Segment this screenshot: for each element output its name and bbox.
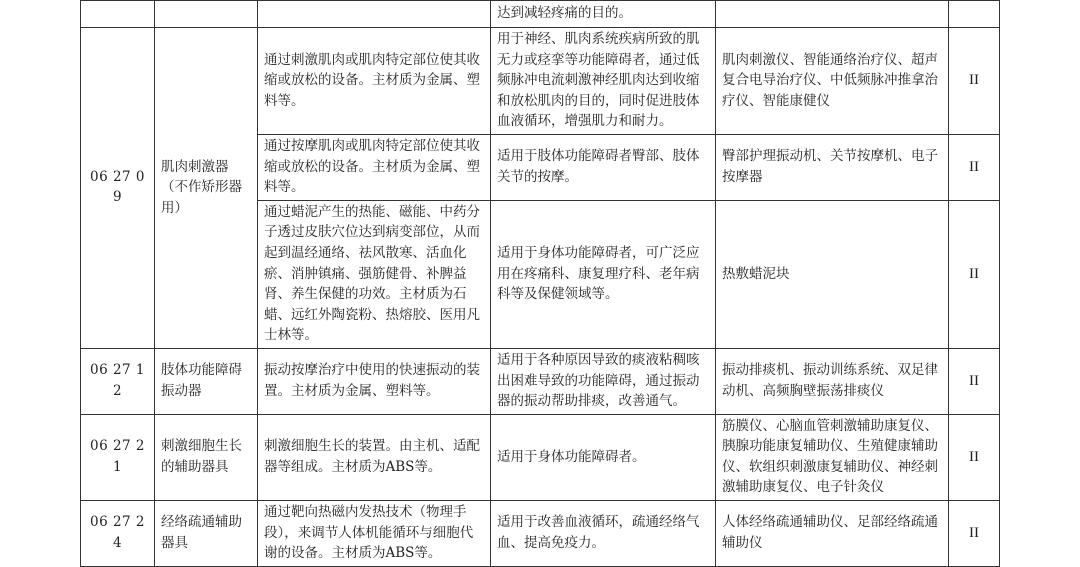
- table-row: [81, 414, 1000, 500]
- description-cell: 振动按摩治疗中使用的快速振动的装置。主材质为金属、塑料等。: [258, 348, 491, 414]
- class-cell: II: [949, 414, 1000, 500]
- name-cell: 经络疏通辅助器具: [155, 501, 258, 567]
- class-cell: II: [949, 200, 1000, 348]
- description-cell: 通过靶向热磁内发热技术（物理手段），来调节人体机能循环与细胞代谢的设备。主材质为ABS等。: [258, 501, 491, 567]
- name-cell: 刺激细胞生长的辅助器具: [155, 414, 258, 500]
- usage-cell: 适用于身体功能障碍者。: [491, 414, 716, 500]
- description-cell: [258, 1, 491, 28]
- usage-cell: 适用于各种原因导致的痰液粘稠咳出困难导致的功能障碍，通过振动器的振动帮助排痰，改善通气。: [491, 348, 716, 414]
- examples-cell: [716, 1, 949, 28]
- examples-cell: 振动排痰机、振动训练系统、双足律动机、高频胸壁振荡排痰仪: [716, 348, 949, 414]
- description-cell: 通过蜡泥产生的热能、磁能、中药分子透过皮肤穴位达到病变部位，从而起到温经通络、祛风散寒、活血化瘀、消肿镇痛、强筋健骨、补脾益肾、养生保健的功效。主材质为石蜡、远红外陶瓷粉、热熔胶、医用凡士林等。: [258, 200, 491, 348]
- class-cell: II: [949, 134, 1000, 200]
- code-cell: 06 27 12: [81, 348, 155, 414]
- table-row: [81, 28, 1000, 135]
- description-cell: 通过刺激肌肉或肌肉特定部位使其收缩或放松的设备。主材质为金属、塑料等。: [258, 28, 491, 135]
- usage-cell: 用于神经、肌肉系统疾病所致的肌无力或痉挛等功能障碍者，通过低频脉冲电流刺激神经肌肉达到收缩和放松肌肉的目的，同时促进肢体血液循环，增强肌力和耐力。: [491, 28, 716, 135]
- class-cell: [949, 1, 1000, 28]
- assistive-device-table: [80, 0, 1000, 567]
- usage-cell: 适用于身体功能障碍者，可广泛应用在疼痛科、康复理疗科、老年病科等及保健领域等。: [491, 200, 716, 348]
- examples-cell: 人体经络疏通辅助仪、足部经络疏通辅助仪: [716, 501, 949, 567]
- table-row: [81, 1, 1000, 28]
- code-cell: 06 27 24: [81, 501, 155, 567]
- name-cell: 肌肉刺激器（不作矫形器用）: [155, 28, 258, 349]
- examples-cell: 肌肉刺激仪、智能通络治疗仪、超声复合电导治疗仪、中低频脉冲推拿治疗仪、智能康健仪: [716, 28, 949, 135]
- class-cell: II: [949, 348, 1000, 414]
- name-cell: [155, 1, 258, 28]
- examples-cell: 臀部护理振动机、关节按摩机、电子按摩器: [716, 134, 949, 200]
- examples-cell: 热敷蜡泥块: [716, 200, 949, 348]
- description-cell: 刺激细胞生长的装置。由主机、适配器等组成。主材质为ABS等。: [258, 414, 491, 500]
- table-row: [81, 348, 1000, 414]
- usage-cell: 适用于肢体功能障碍者臀部、肢体关节的按摩。: [491, 134, 716, 200]
- examples-cell: 筋膜仪、心脑血管刺激辅助康复仪、胰腺功能康复辅助仪、生殖健康辅助仪、软组织刺激康复辅助仪、神经刺激辅助康复仪、电子针灸仪: [716, 414, 949, 500]
- code-cell: 06 27 09: [81, 28, 155, 349]
- class-cell: II: [949, 501, 1000, 567]
- code-cell: [81, 1, 155, 28]
- description-cell: 通过按摩肌肉或肌肉特定部位使其收缩或放松的设备。主材质为金属、塑料等。: [258, 134, 491, 200]
- usage-cell: 适用于改善血液循环，疏通经络气血、提高免疫力。: [491, 501, 716, 567]
- name-cell: 肢体功能障碍振动器: [155, 348, 258, 414]
- code-cell: 06 27 21: [81, 414, 155, 500]
- class-cell: II: [949, 28, 1000, 135]
- usage-cell: 达到减轻疼痛的目的。: [491, 1, 716, 28]
- table-row: [81, 501, 1000, 567]
